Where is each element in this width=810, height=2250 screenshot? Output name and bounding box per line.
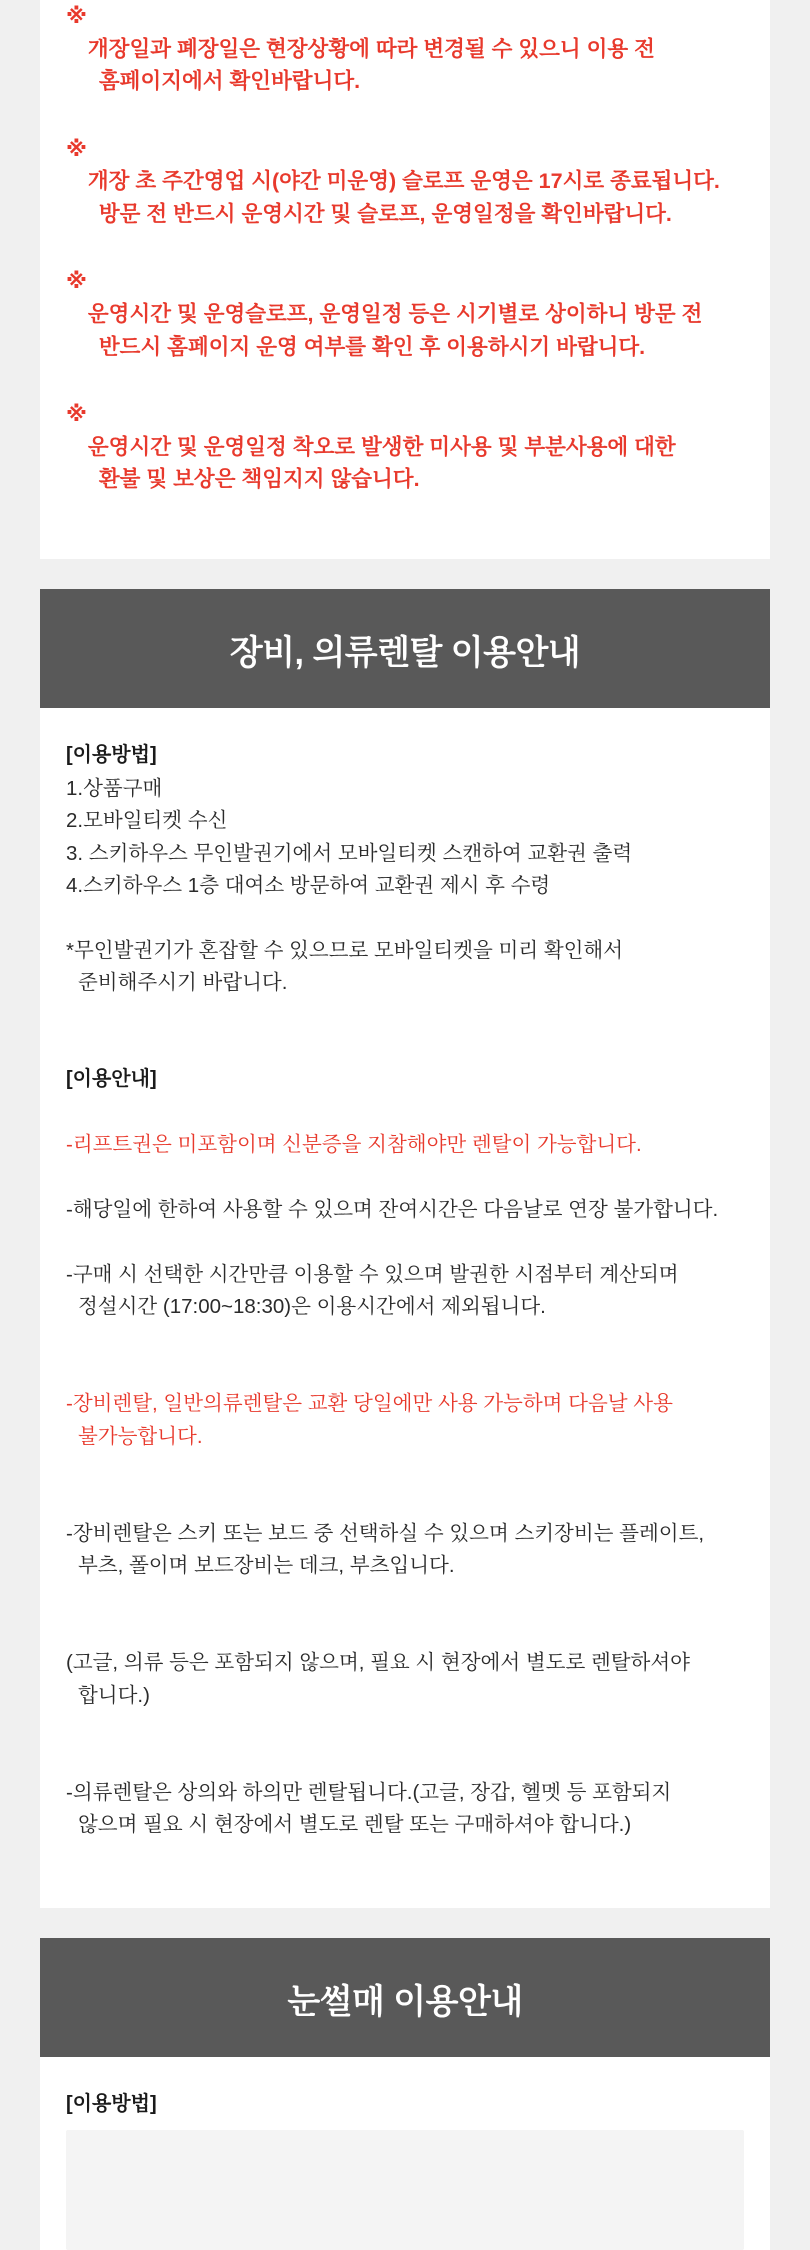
notice-text	[88, 0, 655, 131]
notice-line-2: 방문 전 반드시 운영시간 및 슬로프, 운영일정을 확인바랍니다.	[98, 202, 672, 227]
guide-line-2: 정설시간 (17:00~18:30)은 이용시간에서 제외됩니다.	[78, 1295, 546, 1318]
sled-section-header: 눈썰매 이용안내	[40, 1938, 770, 2057]
asterisk-icon: ※	[66, 4, 87, 28]
asterisk-icon: ※	[66, 136, 87, 161]
rental-step: 2.모바일티켓 수신	[66, 809, 228, 833]
rental-guide-item	[66, 1226, 744, 1356]
guide-line-1: (고글, 의류 등은 포함되지 않으며, 필요 시 현장에서 별도로 렌탈하셔야	[66, 1651, 690, 1675]
sled-section-body	[40, 2057, 770, 2250]
notice-line-1: 운영시간 및 운영슬로프, 운영일정 등은 시기별로 상이하니 방문 전	[87, 302, 703, 327]
notice-line-1: 운영시간 및 운영일정 착오로 발생한 미사용 및 부분사용에 대한	[87, 434, 676, 459]
guide-line-2: 않으며 필요 시 현장에서 별도로 렌탈 또는 구매하셔야 합니다.)	[78, 1813, 632, 1836]
operation-notice-card	[40, 0, 770, 559]
rental-step: 1.상품구매	[66, 776, 163, 800]
sled-content-image	[66, 2130, 744, 2250]
notice-item	[66, 0, 744, 131]
notice-line-2: 환불 및 보상은 책임지지 않습니다.	[98, 467, 420, 492]
operation-notice-list	[40, 0, 770, 529]
rental-step: 4.스키하우스 1층 대여소 방문하여 교환권 제시 후 수령	[66, 873, 551, 897]
guide-line-1: -해당일에 한하여 사용할 수 있으며 잔여시간은 다음날로 연장 불가합니다.	[66, 1197, 719, 1221]
notice-text	[88, 133, 720, 264]
rental-guide-item	[66, 1485, 744, 1615]
notice-text	[88, 265, 703, 396]
notice-item	[66, 398, 744, 529]
rental-guide-item	[66, 1162, 744, 1227]
notice-item	[66, 265, 744, 396]
rental-how-to-title: [이용방법]	[66, 743, 157, 766]
section-gap	[0, 1908, 810, 1938]
rental-guide-item	[66, 1356, 744, 1486]
guide-line-1: -장비렌탈은 스키 또는 보드 중 선택하실 수 있으며 스키장비는 플레이트,	[66, 1521, 705, 1545]
rental-how-to-note	[66, 902, 744, 1032]
notice-line-2: 홈페이지에서 확인바랍니다.	[98, 69, 361, 94]
notice-line-2: 반드시 홈페이지 운영 여부를 확인 후 이용하시기 바랍니다.	[98, 334, 646, 359]
asterisk-icon: ※	[66, 402, 87, 427]
guide-line-2: 부츠, 폴이며 보드장비는 데크, 부츠입니다.	[78, 1554, 455, 1577]
rental-section-header: 장비, 의류렌탈 이용안내	[40, 589, 770, 708]
notice-line-1: 개장일과 폐장일은 현장상황에 따라 변경될 수 있으니 이용 전	[87, 36, 655, 61]
rental-guide-item	[66, 1097, 744, 1162]
guide-line-1: -리프트권은 미포함이며 신분증을 지참해야만 렌탈이 가능합니다.	[66, 1133, 642, 1157]
guide-line-2: 불가능합니다.	[78, 1424, 203, 1448]
guide-line-1: -의류렌탈은 상의와 하의만 렌탈됩니다.(고글, 장갑, 헬멧 등 포함되지	[66, 1780, 672, 1804]
rental-guide-item	[66, 1615, 744, 1745]
notice-text	[88, 398, 676, 529]
rental-how-to-note-line-1: *무인발권기가 혼잡할 수 있으므로 모바일티켓을 미리 확인해서	[66, 938, 624, 962]
rental-guide-item	[66, 1744, 744, 1874]
spacer	[66, 1032, 744, 1058]
guide-line-1: -구매 시 선택한 시간만큼 이용할 수 있으며 발권한 시점부터 계산되며	[66, 1262, 679, 1286]
rental-step: 3. 스키하우스 무인발권기에서 모바일티켓 스캔하여 교환권 출력	[66, 841, 633, 865]
sled-section-card	[40, 1938, 770, 2250]
guide-line-1: -장비렌탈, 일반의류렌탈은 교환 당일에만 사용 가능하며 다음날 사용	[66, 1392, 673, 1416]
rental-section-card	[40, 589, 770, 1908]
notice-item	[66, 133, 744, 264]
guide-line-2: 합니다.)	[78, 1683, 150, 1707]
notice-line-1: 개장 초 주간영업 시(야간 미운영) 슬로프 운영은 17시로 종료됩니다.	[87, 169, 720, 194]
rental-section-body	[40, 708, 770, 1908]
sled-how-to-title: [이용방법]	[66, 2092, 157, 2115]
rental-guide-title: [이용안내]	[66, 1067, 157, 1090]
rental-how-to-note-line-2: 준비해주시기 바랍니다.	[78, 971, 288, 994]
asterisk-icon: ※	[66, 269, 87, 294]
